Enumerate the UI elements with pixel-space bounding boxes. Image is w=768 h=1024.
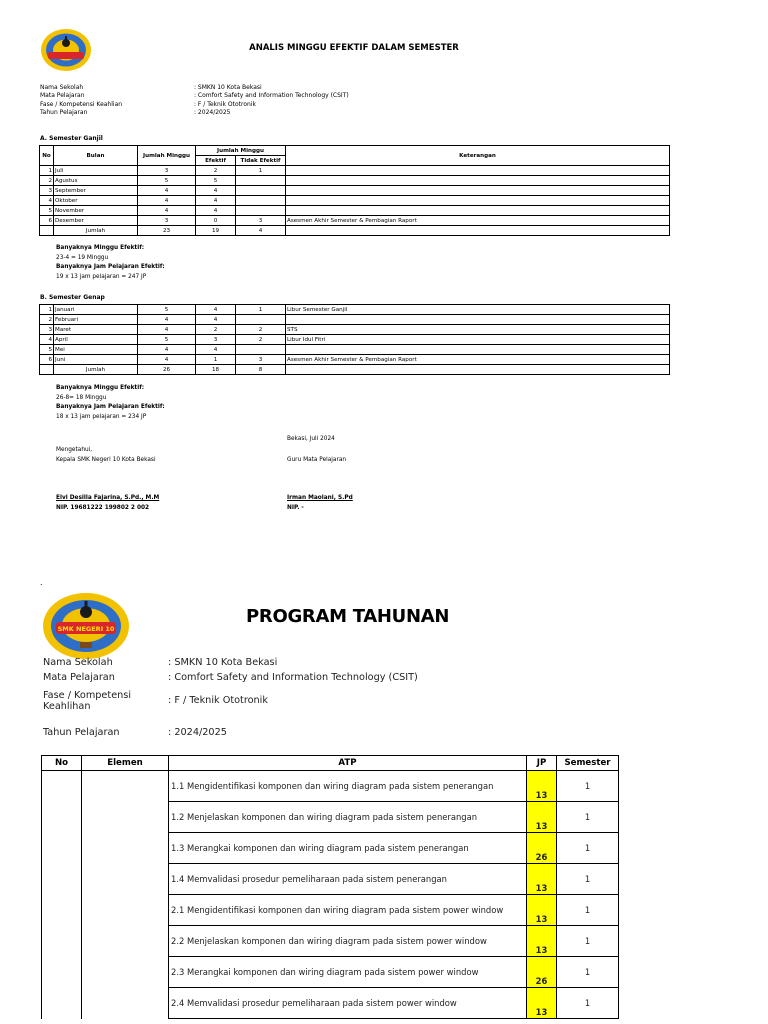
summary-label: Banyaknya Minggu Efektif:: [56, 385, 145, 391]
row-no: [42, 802, 82, 833]
col-header-keterangan: Keterangan: [286, 146, 670, 166]
row-no: [42, 771, 82, 802]
row-bulan: Maret: [54, 325, 138, 335]
row-bulan: Januari: [54, 305, 138, 315]
semester-ganjil-table: [39, 145, 670, 236]
table-row: [42, 771, 619, 802]
row-no: 6: [40, 355, 54, 365]
row-keterangan: [286, 166, 670, 176]
row-efektif: 0: [196, 216, 236, 226]
total-tidak-efektif: 4: [236, 226, 286, 236]
genap-summary: [56, 384, 165, 422]
row-efektif: 2: [196, 325, 236, 335]
program-tahunan-table: [41, 755, 619, 1019]
row-elemen: [82, 802, 169, 833]
total-keterangan: [286, 365, 670, 375]
row-no: [42, 864, 82, 895]
table-row: [40, 305, 670, 315]
row-semester: 1: [557, 833, 619, 864]
total-minggu: 26: [138, 365, 196, 375]
summary-value: 26-8= 18 Minggu: [56, 394, 107, 401]
row-no: 6: [40, 216, 54, 226]
row-efektif: 4: [196, 206, 236, 216]
row-tidak-efektif: [236, 345, 286, 355]
row-atp: 2.3 Merangkai komponen dan wiring diagram pada sistem power window: [169, 957, 527, 988]
row-tidak-efektif: [236, 176, 286, 186]
total-keterangan: [286, 226, 670, 236]
row-bulan: September: [54, 186, 138, 196]
row-keterangan: Libur Idul Fitri: [286, 335, 670, 345]
total-blank: [40, 365, 54, 375]
table-row: [42, 864, 619, 895]
total-minggu: 23: [138, 226, 196, 236]
row-semester: 1: [557, 895, 619, 926]
row-tidak-efektif: 1: [236, 305, 286, 315]
meta-value: : 2024/2025: [168, 727, 227, 738]
row-efektif: 4: [196, 305, 236, 315]
row-keterangan: [286, 196, 670, 206]
col-header-bulan: Bulan: [54, 146, 138, 166]
table-row: [40, 206, 670, 216]
row-no: [42, 957, 82, 988]
row-atp: 1.1 Mengidentifikasi komponen dan wiring diagram pada sistem penerangan: [169, 771, 527, 802]
total-efektif: 19: [196, 226, 236, 236]
table-row: [40, 196, 670, 206]
row-atp: 1.3 Merangkai komponen dan wiring diagram pada sistem penerangan: [169, 833, 527, 864]
meta-value: : F / Teknik Ototronik: [168, 695, 268, 706]
row-no: 4: [40, 335, 54, 345]
row-minggu: 3: [138, 216, 196, 226]
total-row: [40, 365, 670, 375]
page-separator-dot: .: [40, 578, 43, 587]
col-header-semester: Semester: [557, 756, 619, 771]
row-tidak-efektif: 3: [236, 216, 286, 226]
row-efektif: 5: [196, 176, 236, 186]
row-no: 1: [40, 166, 54, 176]
row-keterangan: STS: [286, 325, 670, 335]
row-keterangan: Asesmen Akhir Semester & Pembagian Raport: [286, 355, 670, 365]
row-minggu: 4: [138, 325, 196, 335]
row-elemen: [82, 957, 169, 988]
row-tidak-efektif: 2: [236, 325, 286, 335]
summary-label: Banyaknya Jam Pelajaran Efektif:: [56, 404, 165, 410]
row-jp: 13: [527, 771, 557, 802]
row-no: 3: [40, 186, 54, 196]
meta-value: : 2024/2025: [194, 109, 231, 117]
row-keterangan: Asesmen Akhir Semester & Pembagian Raport: [286, 216, 670, 226]
row-elemen: [82, 895, 169, 926]
col-header-no: No: [42, 756, 82, 771]
row-no: 5: [40, 345, 54, 355]
row-tidak-efektif: 2: [236, 335, 286, 345]
summary-value: 19 x 13 jam pelajaran = 247 JP: [56, 273, 147, 280]
row-minggu: 5: [138, 176, 196, 186]
row-tidak-efektif: 1: [236, 166, 286, 176]
row-bulan: Mei: [54, 345, 138, 355]
meta-label: Nama Sekolah: [40, 84, 84, 91]
page-title-analisis: ANALIS MINGGU EFEKTIF DALAM SEMESTER: [249, 43, 459, 53]
signature-right-name-block: [287, 494, 353, 513]
meta-label: Mata Pelajaran: [40, 92, 85, 100]
table-row: [42, 926, 619, 957]
col-header-atp: ATP: [169, 756, 527, 771]
row-elemen: [82, 926, 169, 957]
table-row: [40, 186, 670, 196]
signature-right-role: Guru Mata Pelajaran: [287, 457, 347, 463]
table-row: [42, 802, 619, 833]
row-minggu: 4: [138, 206, 196, 216]
row-keterangan: [286, 176, 670, 186]
row-no: 2: [40, 315, 54, 325]
table-row: [42, 833, 619, 864]
row-minggu: 5: [138, 335, 196, 345]
row-elemen: [82, 771, 169, 802]
col-header-efektif: Efektif: [196, 156, 236, 166]
row-tidak-efektif: [236, 315, 286, 325]
row-efektif: 3: [196, 335, 236, 345]
row-minggu: 5: [138, 305, 196, 315]
col-header-no: No: [40, 146, 54, 166]
table-row: [40, 335, 670, 345]
row-semester: 1: [557, 864, 619, 895]
row-jp: 13: [527, 864, 557, 895]
row-semester: 1: [557, 926, 619, 957]
row-efektif: 1: [196, 355, 236, 365]
row-minggu: 4: [138, 355, 196, 365]
row-bulan: Juli: [54, 166, 138, 176]
row-tidak-efektif: 3: [236, 355, 286, 365]
meta-label: Fase / Kompetensi Keahlian: [40, 100, 123, 108]
meta-value: : Comfort Safety and Information Technology (CSIT): [168, 672, 418, 683]
table-row: [42, 895, 619, 926]
meta-label: Tahun Pelajaran: [40, 109, 88, 117]
signature-left-name-block: [56, 494, 159, 513]
meta-value: : SMKN 10 Kota Bekasi: [194, 84, 262, 91]
row-minggu: 4: [138, 315, 196, 325]
row-efektif: 4: [196, 345, 236, 355]
semester-ganjil-heading: A. Semester Ganjil: [40, 135, 103, 142]
row-no: 3: [40, 325, 54, 335]
table-row: [40, 216, 670, 226]
signature-left: [56, 446, 156, 465]
table-row: [40, 315, 670, 325]
table-row: [42, 988, 619, 1019]
total-blank: [40, 226, 54, 236]
row-semester: 1: [557, 771, 619, 802]
semester-genap-heading: B. Semester Genap: [40, 294, 105, 301]
row-atp: 1.2 Menjelaskan komponen dan wiring diagram pada sistem penerangan: [169, 802, 527, 833]
row-bulan: Agustus: [54, 176, 138, 186]
row-no: [42, 988, 82, 1019]
col-header-group: Jumlah Minggu: [196, 146, 286, 156]
table-row: [40, 176, 670, 186]
meta-label: Mata Pelajaran: [43, 672, 115, 683]
col-header-tidak-efektif: Tidak Efektif: [236, 156, 286, 166]
row-minggu: 4: [138, 196, 196, 206]
row-elemen: [82, 833, 169, 864]
row-keterangan: [286, 206, 670, 216]
row-bulan: Oktober: [54, 196, 138, 206]
row-jp: 13: [527, 988, 557, 1019]
row-elemen: [82, 864, 169, 895]
col-header-jp: JP: [527, 756, 557, 771]
total-row: [40, 226, 670, 236]
row-keterangan: [286, 345, 670, 355]
summary-label: Banyaknya Minggu Efektif:: [56, 245, 145, 251]
row-keterangan: Libur Semester Ganjil: [286, 305, 670, 315]
row-atp: 1.4 Memvalidasi prosedur pemeliharaan pada sistem penerangan: [169, 864, 527, 895]
row-tidak-efektif: [236, 206, 286, 216]
school-logo-large: [42, 592, 130, 660]
row-jp: 13: [527, 802, 557, 833]
row-efektif: 2: [196, 166, 236, 176]
semester-genap-table: [39, 304, 670, 375]
row-efektif: 4: [196, 186, 236, 196]
page-title-program: PROGRAM TAHUNAN: [246, 606, 450, 627]
signature-left-line2: Kepala SMK Negeri 10 Kota Bekasi: [56, 456, 156, 463]
meta-label: Nama Sekolah: [43, 657, 113, 668]
table-row: [40, 345, 670, 355]
total-tidak-efektif: 8: [236, 365, 286, 375]
meta-label: Fase / Kompetensi Keahlihan: [43, 690, 132, 712]
row-minggu: 3: [138, 166, 196, 176]
table-row: [40, 166, 670, 176]
total-efektif: 18: [196, 365, 236, 375]
total-label: Jumlah: [54, 226, 138, 236]
signature-right-name: Irman Maolani, S.Pd: [287, 495, 353, 501]
signature-left-line1: Mengetahui,: [56, 447, 93, 453]
meta-value: : Comfort Safety and Information Technology (CSIT): [194, 92, 349, 100]
row-no: 4: [40, 196, 54, 206]
row-semester: 1: [557, 802, 619, 833]
row-no: [42, 926, 82, 957]
row-atp: 2.4 Memvalidasi prosedur pemeliharaan pada sistem power window: [169, 988, 527, 1019]
summary-value: 23-4 = 19 Minggu: [56, 254, 109, 261]
table-row: [40, 355, 670, 365]
signature-left-nip: NIP. 19681222 199802 2 002: [56, 504, 150, 511]
row-jp: 13: [527, 926, 557, 957]
summary-label: Banyaknya Jam Pelajaran Efektif:: [56, 264, 165, 270]
table-row: [42, 957, 619, 988]
row-efektif: 4: [196, 315, 236, 325]
row-no: 1: [40, 305, 54, 315]
col-header-elemen: Elemen: [82, 756, 169, 771]
row-bulan: April: [54, 335, 138, 345]
row-no: [42, 833, 82, 864]
row-semester: 1: [557, 957, 619, 988]
row-tidak-efektif: [236, 186, 286, 196]
row-bulan: November: [54, 206, 138, 216]
ganjil-summary: [56, 244, 165, 282]
total-label: Jumlah: [54, 365, 138, 375]
logo-text: SMK NEGERI 10: [57, 625, 115, 633]
row-jp: 26: [527, 957, 557, 988]
place-date: Bekasi, Juli 2024: [287, 436, 335, 442]
table-row: [40, 325, 670, 335]
meta-value: : F / Teknik Ototronik: [194, 100, 256, 108]
row-atp: 2.1 Mengidentifikasi komponen dan wiring diagram pada sistem power window: [169, 895, 527, 926]
row-elemen: [82, 988, 169, 1019]
row-efektif: 4: [196, 196, 236, 206]
signature-left-name: Elvi Desilla Fajarina, S.Pd., M.M: [56, 495, 160, 501]
row-jp: 26: [527, 833, 557, 864]
signature-right-nip: NIP. -: [287, 504, 304, 511]
row-no: [42, 895, 82, 926]
row-jp: 13: [527, 895, 557, 926]
row-bulan: Juni: [54, 355, 138, 365]
col-header-jumlah-minggu: Jumlah Minggu: [138, 146, 196, 166]
row-bulan: Februari: [54, 315, 138, 325]
row-keterangan: [286, 186, 670, 196]
row-keterangan: [286, 315, 670, 325]
row-semester: 1: [557, 988, 619, 1019]
row-minggu: 4: [138, 186, 196, 196]
row-tidak-efektif: [236, 196, 286, 206]
row-minggu: 4: [138, 345, 196, 355]
summary-value: 18 x 13 jam pelajaran = 234 JP: [56, 413, 147, 420]
row-no: 5: [40, 206, 54, 216]
row-no: 2: [40, 176, 54, 186]
row-bulan: Desember: [54, 216, 138, 226]
meta-value: : SMKN 10 Kota Bekasi: [168, 657, 278, 668]
row-atp: 2.2 Menjelaskan komponen dan wiring diagram pada sistem power window: [169, 926, 527, 957]
meta-label: Tahun Pelajaran: [43, 727, 120, 738]
